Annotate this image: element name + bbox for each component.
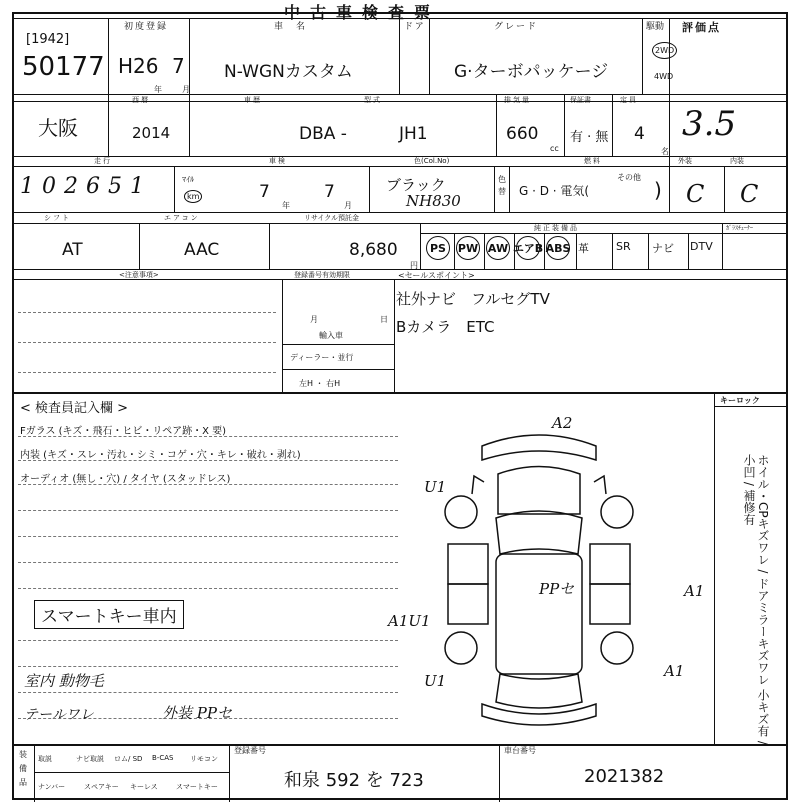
hood xyxy=(498,467,580,515)
drive-4wd: 4WD xyxy=(654,72,674,81)
score-value: 3.5 xyxy=(682,104,737,144)
label-grade: グレード xyxy=(494,22,539,32)
label-warranty: 保証書 xyxy=(570,96,591,104)
label-capacity: 定員 xyxy=(620,96,638,104)
equip-char-3: 品 xyxy=(19,778,27,787)
wheel-rear-left xyxy=(445,632,477,664)
mark-a2: A2 xyxy=(552,414,573,432)
inspector-line-interior: 内装 (キズ・スレ・汚れ・シミ・コゲ・穴・キレ・破れ・剥れ) xyxy=(20,450,301,461)
equipment-item: 革 xyxy=(578,242,589,255)
lot-sub-number: [1942] xyxy=(26,32,70,47)
smart-key-note: スマートキー車内 xyxy=(34,600,184,629)
mark-u1-front: U1 xyxy=(424,478,447,496)
label-model: 型式 xyxy=(364,96,382,104)
mark-u1-rear: U1 xyxy=(424,672,447,690)
label-displacement: 排気量 xyxy=(504,96,531,104)
year-west-value: 2014 xyxy=(132,124,171,142)
label-mileage: 走行 xyxy=(94,157,112,165)
shift-value: AT xyxy=(62,240,83,260)
footer-item: リモコン xyxy=(190,755,218,763)
footer-item: キーレス xyxy=(130,783,158,791)
door-front-left xyxy=(448,544,488,584)
label-equip-other: ｶﾞﾗｽﾁｭｰﾅｰ xyxy=(726,225,754,232)
label-recycle: リサイクル預託金 xyxy=(304,214,360,222)
import-label: 輸入車 xyxy=(319,331,343,340)
plate-label: 登録番号 xyxy=(234,746,266,755)
wheel-front-right xyxy=(601,496,633,528)
footer-item: ナンバー xyxy=(38,783,66,791)
lot-number: 50177 xyxy=(22,52,105,82)
label-car-name: 車 名 xyxy=(274,22,308,32)
warranty-value: 有 · 無 xyxy=(570,130,609,145)
mirror-left xyxy=(472,476,484,494)
front-bumper xyxy=(482,435,596,460)
region-value: 大阪 xyxy=(38,116,78,140)
plate-value: 和泉 592 を 723 xyxy=(284,770,424,791)
label-first-registration: 初度登録 xyxy=(124,22,169,32)
km-unit: km xyxy=(184,190,202,203)
label-color: 色(Col.No) xyxy=(414,157,450,165)
displacement-value: 660 xyxy=(506,124,539,144)
inspection-sheet xyxy=(12,3,788,800)
label-reg-change: 登録番号有効期限 xyxy=(294,271,350,279)
reg-day-label: 日 xyxy=(380,315,388,324)
label-aircon: エアコン xyxy=(164,214,200,222)
mileage-value: 102651 xyxy=(20,174,152,199)
color-code: NH830 xyxy=(406,192,461,210)
mark-a1-rear: A1 xyxy=(664,662,685,680)
equipment-item: AW xyxy=(486,236,510,260)
label-equipment: 純正装備品 xyxy=(534,224,579,232)
color-change-label: 色替 xyxy=(498,175,506,196)
equipment-item: ABS xyxy=(546,236,570,260)
car-damage-diagram xyxy=(374,404,704,744)
inspector-heading: < 検査員記入欄 > xyxy=(20,401,129,416)
grade-value: G·ターボパッケージ xyxy=(454,62,609,82)
label-drive: 駆動 xyxy=(646,22,665,32)
handle-label: 左H ・ 右H xyxy=(299,379,341,388)
month-unit: 月 xyxy=(182,85,190,94)
door-rear-right xyxy=(590,584,630,624)
equipment-item: PW xyxy=(456,236,480,260)
capacity-value: 4 xyxy=(634,124,645,144)
inspector-line-audio: オーディオ (無し・穴) / タイヤ (スタッドレス) xyxy=(20,474,231,485)
label-inspection: 車検 xyxy=(269,157,287,165)
wheel-rear-right xyxy=(601,632,633,664)
fuel-close-paren: ) xyxy=(654,178,662,202)
door-rear-left xyxy=(448,584,488,624)
label-notes: <注意事項> xyxy=(119,271,159,279)
equip-char-1: 装 xyxy=(19,750,27,759)
keylock-label: キーロック xyxy=(720,396,760,405)
equip-char-2: 備 xyxy=(19,764,27,773)
footer-item: ロム/ SD xyxy=(114,755,143,763)
chassis-label: 車台番号 xyxy=(504,746,536,755)
sales-point-1: 社外ナビ フルセグTV xyxy=(396,290,550,308)
rear-window xyxy=(496,674,582,708)
equipment-item: エアB xyxy=(516,236,540,260)
aircon-value: AAC xyxy=(184,240,220,260)
mark-a1-right: A1 xyxy=(684,582,704,600)
side-vertical-text: ホイル・CPキズワレ / ドアミラーキズワレ 小キズ有 / 小凹 / 補修有 xyxy=(742,454,770,745)
model-code: JH1 xyxy=(399,124,428,144)
label-fuel: 燃料 xyxy=(584,157,602,165)
inspector-line-glass: Fガラス (キズ・飛石・ヒビ・リペア跡・X 要) xyxy=(20,426,227,437)
mile-unit: ﾏｲﾙ xyxy=(182,175,194,184)
car-name-value: N-WGNカスタム xyxy=(224,62,353,82)
footer-item: スマートキー xyxy=(176,783,218,791)
equipment-item: SR xyxy=(616,240,631,253)
inspection-year: 7 xyxy=(259,182,270,202)
mark-ppse: PPセ xyxy=(539,580,575,598)
interior-note: 室内 動物毛 xyxy=(24,672,104,690)
yen-unit: 円 xyxy=(410,261,418,270)
label-model-year: 車歴 xyxy=(244,96,262,104)
chassis-value: 2021382 xyxy=(584,766,665,787)
dealer-label: ディーラー・並行 xyxy=(290,353,354,362)
roof xyxy=(496,554,582,674)
mark-a1u1: A1U1 xyxy=(388,612,431,630)
rear-bumper xyxy=(482,704,596,725)
label-exterior: 外装 xyxy=(678,157,692,165)
mirror-right xyxy=(594,476,606,494)
color-value: ブラック xyxy=(386,176,446,194)
exterior-grade: C xyxy=(686,180,705,208)
recycle-value: 8,680 xyxy=(349,240,398,260)
first-reg-month: 7 xyxy=(172,54,185,78)
footer-item: 取説 xyxy=(38,755,52,763)
equip-block-label xyxy=(19,748,29,790)
inspection-month: 7 xyxy=(324,182,335,202)
fuel-other: その他 xyxy=(617,173,641,182)
exterior-note: 外装 PPセ xyxy=(162,704,232,722)
glass-note: テールワレ xyxy=(24,707,94,723)
model-prefix: DBA - xyxy=(299,124,347,144)
label-interior: 内装 xyxy=(730,157,744,165)
inspection-month-unit: 月 xyxy=(344,201,352,210)
reg-month-label: 月 xyxy=(310,315,318,324)
label-sales-point: <セールスポイント> xyxy=(398,271,475,280)
equipment-item: PS xyxy=(426,236,450,260)
interior-grade: C xyxy=(740,180,759,208)
fuel-value: G · D · 電気( xyxy=(519,184,590,198)
drive-2wd: 2WD xyxy=(652,42,677,59)
footer-item: スペアキー xyxy=(84,783,119,791)
first-reg-year: H26 xyxy=(118,54,159,78)
windshield xyxy=(496,511,582,554)
label-west: 西暦 xyxy=(132,96,150,104)
person-unit: 名 xyxy=(661,147,669,156)
equipment-item: ナビ xyxy=(652,242,674,255)
sales-point-2: Bカメラ ETC xyxy=(396,318,495,336)
cc-unit: cc xyxy=(550,144,559,153)
year-unit: 年 xyxy=(154,85,162,94)
door-front-right xyxy=(590,544,630,584)
footer-item: ナビ取説 xyxy=(76,755,104,763)
inspection-year-unit: 年 xyxy=(282,201,290,210)
footer-item: B-CAS xyxy=(152,754,174,762)
equipment-item: DTV xyxy=(690,240,713,253)
wheel-front-left xyxy=(445,496,477,528)
label-score: 評価点 xyxy=(682,21,721,34)
label-door: ドア xyxy=(404,22,426,32)
top-title: 中古車検査票 xyxy=(284,3,441,22)
label-shift: シフト xyxy=(44,214,71,222)
